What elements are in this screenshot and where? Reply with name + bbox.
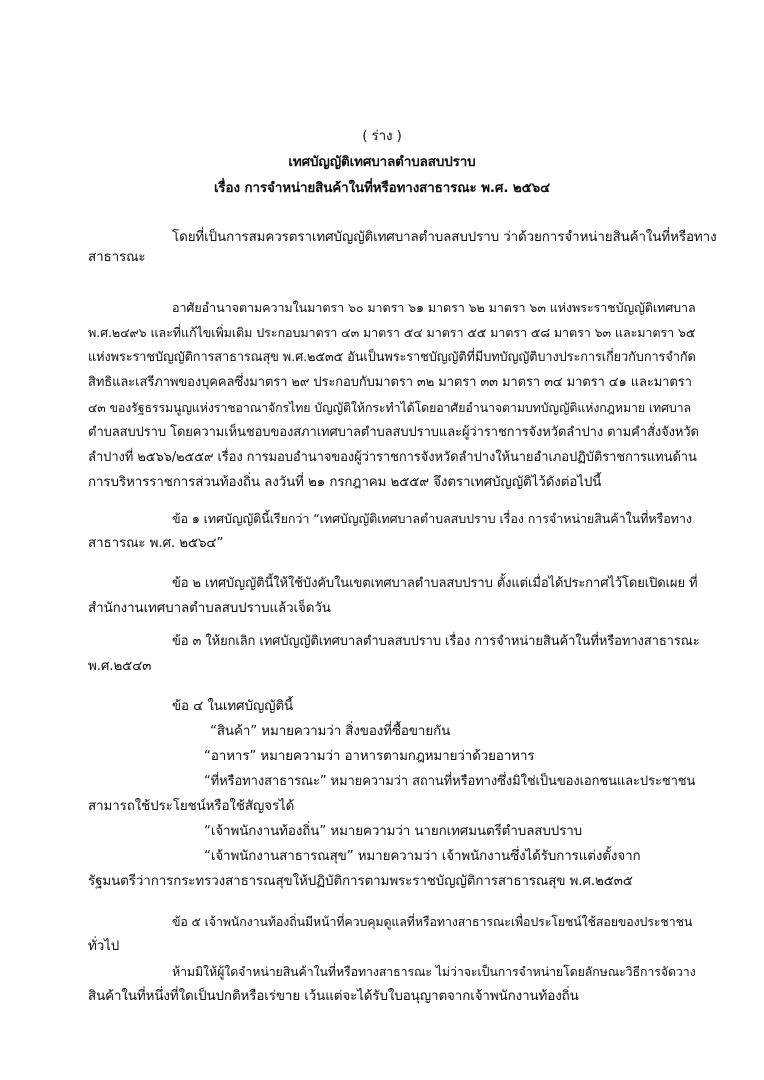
clause-2-line-2: สำนักงานเทศบาลตำบลสบปราบแล้วเจ็ดวัน (88, 601, 331, 616)
authority-line: อาศัยอำนาจตามความในมาตรา ๖๐ มาตรา ๖๑ มาตรา ๖๒ มาตรา ๖๓ แห่งพระราชบัญญัติเทศบาล (172, 300, 696, 315)
draft-label: ( ร่าง ) (362, 129, 402, 144)
clause-2-line-1: ข้อ ๒ เทศบัญญัตินี้ให้ใช้บังคับในเขตเทศบาลตำบลสบปราบ ตั้งแต่เมื่อได้ประกาศไว้โดยเปิดเผย ที่ (172, 576, 698, 591)
clause-3-line-2: พ.ศ.๒๕๔๓ (88, 659, 152, 674)
clause-5-para-2-line-2: สินค้าในที่หนึ่งที่ใดเป็นปกติหรือเร่ขาย เว้นแต่จะได้รับใบอนุญาตจากเจ้าพนักงานท้องถิ่น (88, 989, 579, 1004)
preamble-line-1-end: ทาง (693, 230, 717, 245)
document-title: เทศบัญญัติเทศบาลตำบลสบปราบ (288, 155, 476, 170)
authority-line: ๔๓ ของรัฐธรรมนูญแห่งราชอาณาจักรไทย บัญญัติให้กระทำได้โดยอาศัยอำนาจตามบทบัญญัติแห่งกฎหมาย เทศบาล (88, 400, 691, 415)
definition-health-officer-line-1: “เจ้าพนักงานสาธารณสุข” หมายความว่า เจ้าพนักงานซึ่งได้รับการแต่งตั้งจาก (204, 849, 641, 864)
authority-line: พ.ศ.๒๔๙๖ และที่แก้ไขเพิ่มเติม ประกอบมาตรา ๔๓ มาตรา ๕๔ มาตรา ๕๕ มาตรา ๕๘ มาตรา ๖๓ และมาตรา ๖๕ (88, 325, 696, 340)
authority-line: แห่งพระราชบัญญัติการสาธารณสุข พ.ศ.๒๕๓๕ อันเป็นพระราชบัญญัติที่มีบทบัญญัติบางประการเกี่ยวกับการจำกัด (88, 350, 696, 365)
authority-line: ลำปางที่ ๒๕๖๖/๒๕๕๙ เรื่อง การมอบอำนาจของผู้ว่าราชการจังหวัดลำปางให้นายอำเภอปฏิบัติราชการแทนด้าน (88, 450, 697, 465)
preamble-line-1 (172, 229, 717, 247)
authority-line: การบริหารราชการส่วนท้องถิ่น ลงวันที่ ๒๑ กรกฎาคม ๒๕๕๙ จึงตราเทศบัญญัติไว้ดังต่อไปนี้ (88, 475, 602, 490)
clause-4-intro: ข้อ ๔ ในเทศบัญญัตินี้ (172, 699, 294, 714)
definition-public-place-line-2: สามารถใช้ประโยชน์หรือใช้สัญจรได้ (88, 799, 295, 814)
clause-5-line-2: ทั่วไป (88, 939, 120, 954)
document-subject: เรื่อง การจำหน่ายสินค้าในที่หรือทางสาธารณะ พ.ศ. ๒๕๖๔ (213, 181, 551, 196)
clause-5-line-1: ข้อ ๕ เจ้าพนักงานท้องถิ่นมีหน้าที่ควบคุมดูแลที่หรือทางสาธารณะเพื่อประโยชน์ใช้สอยของประชาชน (172, 914, 693, 929)
definition-food: “อาหาร” หมายความว่า อาหารตามกฎหมายว่าด้วยอาหาร (204, 749, 535, 764)
authority-line: สิทธิและเสรีภาพของบุคคลซึ่งมาตรา ๒๙ ประกอบกับมาตรา ๓๒ มาตรา ๓๓ มาตรา ๓๔ มาตรา ๔๑ และมาตรา (88, 375, 692, 390)
definition-health-officer-line-2: รัฐมนตรีว่าการกระทรวงสาธารณสุขให้ปฏิบัติการตามพระราชบัญญัติการสาธารณสุข พ.ศ.๒๕๓๕ (88, 874, 633, 889)
authority-line: ตำบลสบปราบ โดยความเห็นชอบของสภาเทศบาลตำบลสบปราบและผู้ว่าราชการจังหวัดลำปาง ตามคำสั่งจังหวัด (88, 425, 699, 440)
preamble-line-2: สาธารณะ (88, 250, 146, 265)
preamble-line-1-main: โดยที่เป็นการสมควรตราเทศบัญญัติเทศบาลตำบลสบปราบ ว่าด้วยการจำหน่ายสินค้าในที่หรือ (172, 230, 694, 245)
definition-public-place-line-1: “ที่หรือทางสาธารณะ” หมายความว่า สถานที่หรือทางซึ่งมิใช่เป็นของเอกชนและประชาชน (204, 774, 696, 789)
definition-goods: “สินค้า” หมายความว่า สิ่งของที่ซื้อขายกัน (210, 724, 451, 739)
definition-local-officer: “เจ้าพนักงานท้องถิ่น” หมายความว่า นายกเทศมนตรีตำบลสบปราบ (204, 824, 583, 839)
clause-1-line-2: สาธารณะ พ.ศ. ๒๕๖๔” (88, 536, 224, 551)
clause-3-line-1: ข้อ ๓ ให้ยกเลิก เทศบัญญัติเทศบาลตำบลสบปราบ เรื่อง การจำหน่ายสินค้าในที่หรือทางสาธารณะ (172, 634, 700, 649)
clause-1-line-1: ข้อ ๑ เทศบัญญัตินี้เรียกว่า “เทศบัญญัติเทศบาลตำบลสบปราบ เรื่อง การจำหน่ายสินค้าในที่หรือทาง (172, 511, 692, 526)
clause-5-para-2-line-1: ห้ามมิให้ผู้ใดจำหน่ายสินค้าในที่หรือทางสาธารณะ ไม่ว่าจะเป็นการจำหน่ายโดยลักษณะวิธีการจัดวาง (172, 964, 696, 979)
